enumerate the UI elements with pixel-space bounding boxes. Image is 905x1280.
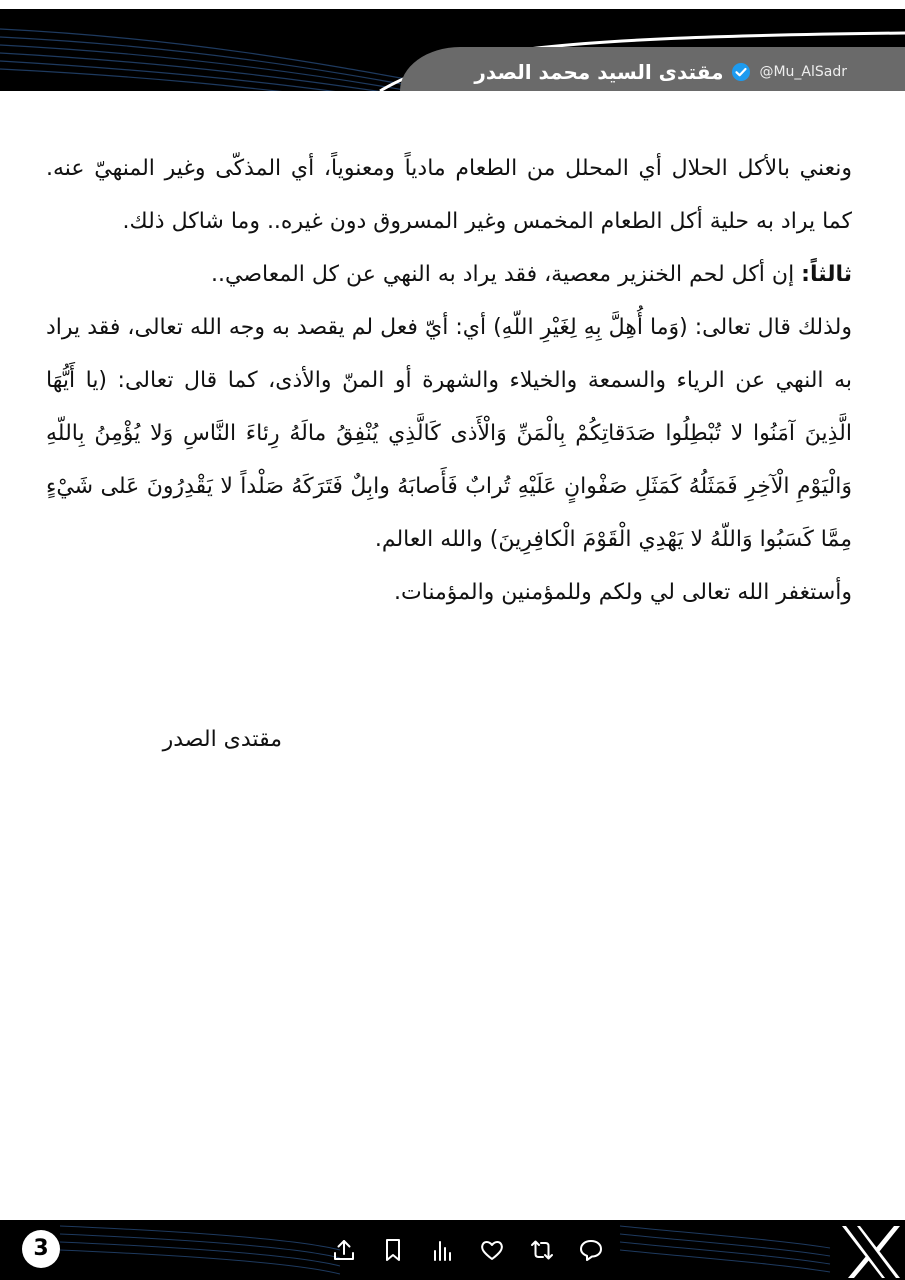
- verified-badge-icon: [731, 62, 751, 82]
- share-icon[interactable]: [330, 1236, 358, 1264]
- top-margin: [0, 0, 905, 9]
- bookmark-icon[interactable]: [379, 1236, 407, 1264]
- post-body: [46, 142, 852, 619]
- author-block[interactable]: [474, 59, 847, 85]
- paragraph: [46, 248, 852, 301]
- paragraph-text: ونعني بالأكل الحلال أي المحلل من الطعام مادياً ومعنوياً، أي المذكّى وغير المنهيّ عنه. كما يراد به حلية أكل الطعام المخمس وغير المسروق دون غيره.. وما شاكل ذلك.: [46, 156, 852, 234]
- paragraph-text: إن أكل لحم الخنزير معصية، فقد يراد به النهي عن كل المعاصي..: [211, 262, 802, 287]
- author-handle[interactable]: @Mu_AlSadr: [759, 64, 847, 80]
- post-footer: [0, 1220, 905, 1280]
- paragraph: [46, 566, 852, 619]
- page-number-badge: 3: [22, 1230, 60, 1268]
- retweet-icon[interactable]: [528, 1236, 556, 1264]
- reply-icon[interactable]: [577, 1236, 605, 1264]
- signature: مقتدى الصدر: [162, 727, 282, 752]
- paragraph-lead: ثالثاً:: [801, 262, 852, 287]
- paragraph: [46, 142, 852, 248]
- paragraph-text: وأستغفر الله تعالى لي ولكم وللمؤمنين والمؤمنات.: [393, 580, 852, 605]
- like-icon[interactable]: [478, 1236, 506, 1264]
- x-logo-icon: [838, 1224, 904, 1280]
- views-icon[interactable]: [429, 1236, 457, 1264]
- author-name[interactable]: مقتدى السيد محمد الصدر: [474, 60, 724, 84]
- post-header: [0, 9, 905, 91]
- paragraph: [46, 301, 852, 566]
- paragraph-text: ولذلك قال تعالى: (وَما أُهِلَّ بِهِ لِغَيْرِ اللّهِ) أي: أيّ فعل لم يقصد به وجه الله تعالى، فقد يراد به النهي عن الرياء والسمعة والخيلاء والشهرة أو المنّ والأذى، كما قال تعالى: (يا أَيُّهَا الَّذِينَ آمَنُوا لا تُبْطِلُوا صَدَقاتِكُمْ بِالْمَنِّ وَالْأَذى كَالَّذِي يُنْفِقُ مالَهُ رِئاءَ النَّاسِ وَلا يُؤْمِنُ بِاللّهِ وَالْيَوْمِ الْآخِرِ فَمَثَلُهُ كَمَثَلِ صَفْوانٍ عَلَيْهِ تُرابٌ فَأَصابَهُ وابِلٌ فَتَرَكَهُ صَلْداً لا يَقْدِرُونَ عَلى شَيْءٍ مِمَّا كَسَبُوا وَاللّهُ لا يَهْدِي الْقَوْمَ الْكافِرِينَ) والله العالم.: [46, 315, 852, 552]
- action-bar: [330, 1234, 605, 1266]
